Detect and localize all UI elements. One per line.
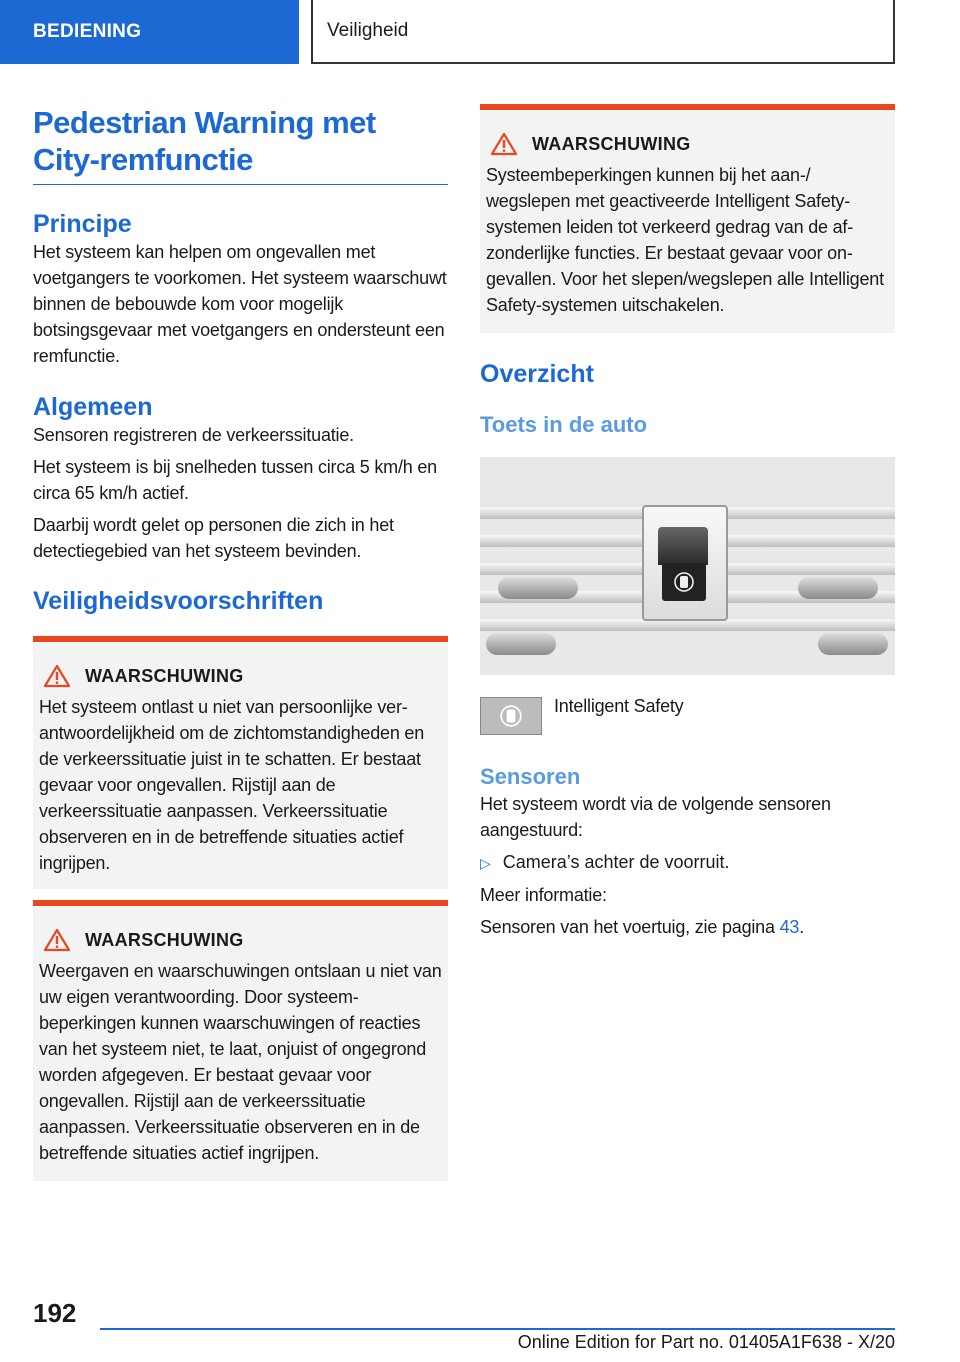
sensoren-heading: Sensoren [480,764,581,789]
algemeen-text-3: Daarbij wordt gelet op personen die zich in het detectiegebied van het systeem bevinden. [33,515,394,561]
algemeen-text-2: Het systeem is bij snelheden tussen circa 5 km/h en circa 65 km/h actief. [33,457,437,503]
page-reference-link[interactable]: 43 [779,917,800,937]
icon-legend-label: Intelligent Safety [554,696,684,716]
intelligent-safety-button-photo [662,563,706,601]
icon-legend-row [480,693,895,735]
warning-triangle-icon [490,132,518,156]
toets-heading: Toets in de auto [480,412,648,437]
intelligent-safety-icon [673,571,695,593]
chapter-tab [311,0,895,64]
warning-triangle-icon [43,928,71,952]
warning-box-2 [33,900,448,1181]
page-title: Pedestrian Warning met City-remfunctie [33,104,448,185]
principe-heading: Principe [33,210,132,238]
principe-text: Het systeem kan helpen om ongevallen met voetgangers te voorkomen. Het systeem waarschuwt binnen de bebouwde kom voor mogelijk botsingsgevaar met voetgangers en ondersteunt een remfunctie. [33,242,447,366]
more-info-label: Meer informatie: [480,885,607,905]
warning-text-2: Weergaven en waarschuwingen ontslaan u niet van uw eigen verantwoording. Door systeembeperkingen kunnen waarschuwingen of reacties van het systeem niet, te laat, onjuist of ongegrond worden afgegeven. Er bestaat gevaar voor ongevallen. Rijstijl aan de verkeerssituatie aanpassen. Verkeerssituatie observeren en in de betreffende situaties actief ingrijpen. [39,961,442,1163]
algemeen-heading: Algemeen [33,393,153,421]
bullet-triangle-icon: ▷ [480,855,491,871]
reference-text: Sensoren van het voertuig, zie pagina [480,917,780,937]
warning-box-1 [33,636,448,889]
footer-divider [100,1328,895,1330]
section-tab [0,0,299,64]
button-photo [480,457,895,675]
reference-end: . [799,917,805,937]
list-item [480,849,895,876]
warning-text-3: Systeembeperkingen kunnen bij het aan-/ wegslepen met geactiveerde Intelligent Safety-systemen leiden tot verkeerd gedrag van de afzonderlijke functies. Er bestaat gevaar voor ongevallen. Voor het slepen/wegslepen alle Intelligent Safety-systemen uitschakelen. [486,165,884,315]
intelligent-safety-icon [499,704,523,728]
left-column [33,104,448,1181]
section-label: BEDIENING [33,21,142,42]
chapter-label: Veiligheid [327,20,409,41]
warning-title-3: WAARSCHUWING [532,133,691,154]
warning-title-1: WAARSCHUWING [85,665,244,686]
icon-legend-box [480,697,542,735]
page-number: 192 [33,1298,77,1328]
reference-line [480,914,895,940]
warning-triangle-icon [43,664,71,688]
warning-box-3 [480,104,895,333]
right-column [480,104,895,940]
algemeen-text-1: Sensoren registreren de verkeerssituatie. [33,425,354,445]
bullet-text: Camera’s achter de voorruit. [502,852,730,872]
overzicht-heading: Overzicht [480,360,594,388]
veiligheid-heading: Veiligheidsvoorschriften [33,587,324,615]
footer-edition: Online Edition for Part no. 01405A1F638 - X/20 [517,1332,895,1352]
sensoren-text: Het systeem wordt via de volgende sensoren aangestuurd: [480,794,831,840]
warning-text-1: Het systeem ontlast u niet van persoonlijke verantwoordelijkheid om de zichtomstandigheden en de verkeerssituatie juist in te schatten. Er bestaat gevaar voor ongevallen. Rijstijl aan de verkeerssituatie aanpassen. Verkeerssituatie observeren en in de betreffende situaties actief ingrijpen. [39,697,425,873]
warning-title-2: WAARSCHUWING [85,929,244,950]
